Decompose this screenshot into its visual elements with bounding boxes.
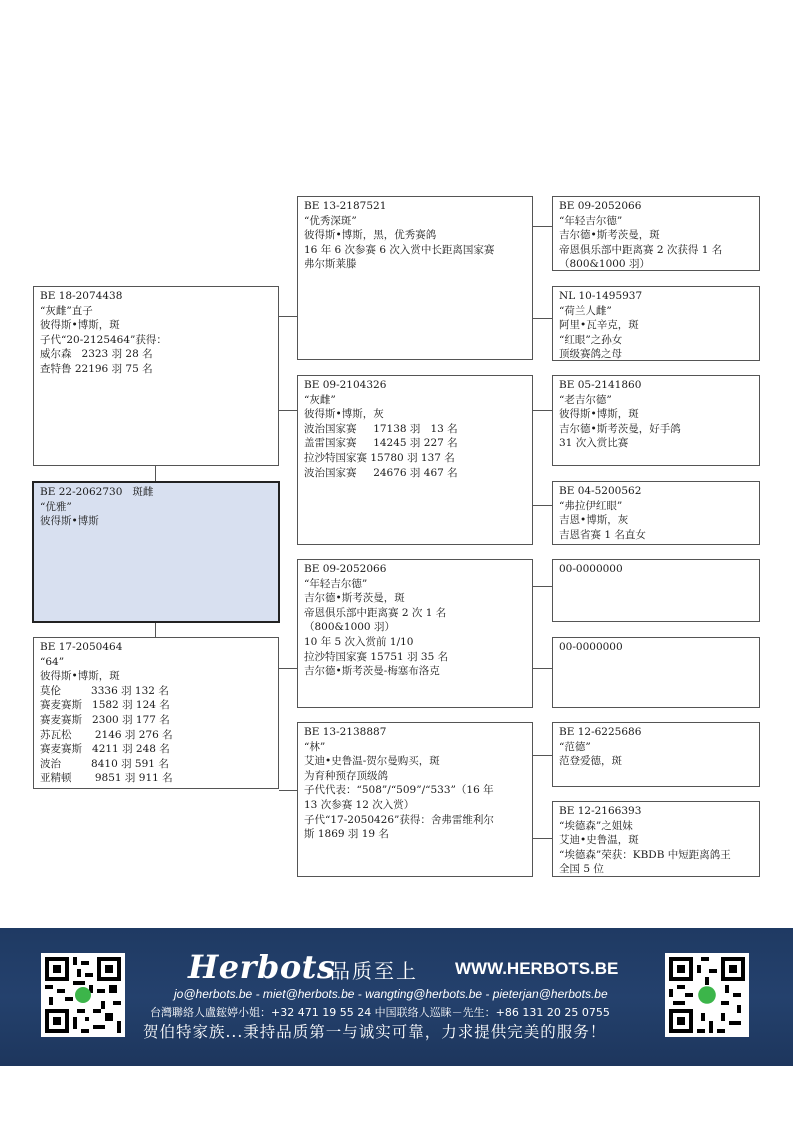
pedigree-line: 波治国家赛 17138 羽 13 名 <box>304 422 458 435</box>
connector <box>279 668 297 669</box>
slogan: 品质至上 <box>330 959 418 983</box>
sire-box <box>33 286 279 466</box>
qr-code-left[interactable] <box>41 953 125 1037</box>
pedigree-line: 彼得斯•博斯，斑 <box>40 319 120 332</box>
pedigree-line: （800&1000 羽） <box>304 621 395 634</box>
pedigree-line: NL 10-1495937 <box>559 290 643 302</box>
pedigree-line: 盖雷国家赛 14245 羽 227 名 <box>304 437 458 450</box>
sds-box <box>552 375 760 466</box>
qr-code-right[interactable] <box>665 953 749 1037</box>
pedigree-line: “灰雌” <box>304 393 336 406</box>
pedigree-line: 彼得斯•博斯，斑 <box>40 670 120 683</box>
connector <box>533 410 552 411</box>
pedigree-line: BE 17-2050464 <box>40 641 123 653</box>
pedigree-line: 波治国家赛 24676 羽 467 名 <box>304 466 458 479</box>
pedigree-line: 彼得斯•博斯 <box>40 515 99 528</box>
pedigree-line: 弗尔斯莱滕 <box>304 258 357 271</box>
pedigree-line: 查特鲁 22196 羽 75 名 <box>40 362 153 375</box>
pedigree-line: 吉尔德•斯考茨曼，斑 <box>304 592 405 605</box>
pedigree-line: 帝恩俱乐部中距离赛 2 次 1 名 <box>304 606 447 619</box>
pedigree-line: 苏瓦松 2146 羽 276 名 <box>40 728 173 741</box>
pedigree-line: BE 09-2052066 <box>304 563 387 575</box>
connector <box>533 226 552 227</box>
pedigree-line: “老吉尔德” <box>559 393 612 406</box>
pedigree-line: 阿里•瓦辛克，斑 <box>559 319 639 332</box>
pedigree-line: 吉恩•博斯，灰 <box>559 514 629 527</box>
subject-box <box>32 481 280 623</box>
pedigree-line: “优雅” <box>40 500 72 513</box>
pedigree-line: “年轻吉尔德” <box>559 214 623 227</box>
pedigree-line: 00-0000000 <box>559 563 623 575</box>
pedigree-line: 子代“20-2125464”获得： <box>40 333 167 346</box>
pedigree-line: “荷兰人雌” <box>559 304 612 317</box>
pedigree-line: 彼得斯•博斯，灰 <box>304 408 384 421</box>
pedigree-line: 威尔森 2323 羽 28 名 <box>40 348 153 361</box>
pedigree-line: 00-0000000 <box>559 641 623 653</box>
sire-sire-box <box>297 196 533 360</box>
pedigree-line: 艾迪•史鲁温，斑 <box>559 834 639 847</box>
dsd-box <box>552 637 760 708</box>
pedigree-line: 彼得斯•博斯，斑 <box>559 408 639 421</box>
pedigree-line: 16 年 6 次参赛 6 次入赏中长距离国家赛 <box>304 243 495 256</box>
connector <box>533 505 552 506</box>
connector <box>279 316 297 317</box>
qr-code-icon <box>41 953 125 1037</box>
pedigree-line: 波治 8410 羽 591 名 <box>40 757 169 770</box>
connector <box>533 668 552 669</box>
dam-sire-box <box>297 559 533 708</box>
phone-contacts: 台灣聯絡人盧鋐婷小姐：+32 471 19 55 24 中国联络人巡睐－先生：+86 131 20 25 0755 <box>150 1006 610 1019</box>
connector <box>279 790 297 791</box>
pedigree-line: 吉恩省赛 1 名直女 <box>559 528 646 541</box>
pedigree-line: BE 09-2104326 <box>304 379 387 391</box>
pedigree-line: “范德” <box>559 740 591 753</box>
pedigree-line: BE 09-2052066 <box>559 200 642 212</box>
pedigree-line: BE 04-5200562 <box>559 485 642 497</box>
pedigree-line: 子代“17-2050426”获得：舍弗雷维利尔 <box>304 813 494 826</box>
connector <box>279 410 297 411</box>
pedigree-line: “弗拉伊红眼” <box>559 499 623 512</box>
dam-dam-box <box>297 722 533 877</box>
pedigree-line: “埃德森”荣获：KBDB 中短距离鸽王 <box>559 848 731 861</box>
pedigree-line: BE 05-2141860 <box>559 379 642 391</box>
connector <box>533 755 552 756</box>
pedigree-line: 10 年 5 次入赏前 1/10 <box>304 635 414 648</box>
pedigree-line: BE 13-2187521 <box>304 200 387 212</box>
motto: 贺伯特家族...秉持品质第一与诚实可靠，力求提供完美的服务！ <box>143 1023 607 1041</box>
pedigree-line: 吉尔德•斯考茨曼，斑 <box>559 229 660 242</box>
dds-box <box>552 722 760 787</box>
pedigree-line: 全国 5 位 <box>559 863 604 876</box>
pedigree-line: 范登爱德，斑 <box>559 755 622 768</box>
connector <box>533 586 552 587</box>
dam-box <box>33 637 279 789</box>
pedigree-line: 赛麦赛斯 4211 羽 248 名 <box>40 743 170 756</box>
wechat-qr-icon <box>665 953 749 1037</box>
pedigree-line: 为育种预存顶级鸽 <box>304 769 388 782</box>
sdd-box <box>552 481 760 545</box>
sire-dam-box <box>297 375 533 545</box>
pedigree-line: “埃德森”之姐妹 <box>559 819 633 832</box>
pedigree-line: BE 12-2166393 <box>559 805 642 817</box>
pedigree-line: “64” <box>40 655 65 668</box>
pedigree-line: 吉尔德•斯考茨曼-梅塞布洛克 <box>304 665 440 678</box>
pedigree-line: “林” <box>304 740 326 753</box>
pedigree-line: BE 18-2074438 <box>40 290 123 302</box>
ssd-box <box>552 286 760 361</box>
connector <box>533 318 552 319</box>
brand-logo: Herbots <box>188 948 336 986</box>
sss-box <box>552 196 760 271</box>
connector <box>533 838 552 839</box>
pedigree-line: 吉尔德•斯考茨曼，好手鸽 <box>559 422 681 435</box>
pedigree-line: 31 次入赏比赛 <box>559 437 629 450</box>
pedigree-line: （800&1000 羽） <box>559 258 650 271</box>
pedigree-line: 拉沙特国家赛 15751 羽 35 名 <box>304 650 449 663</box>
pedigree-line: “红眼”之孙女 <box>559 333 623 346</box>
pedigree-line: 艾迪•史鲁温-贺尔曼购买，斑 <box>304 755 440 768</box>
pedigree-line: 赛麦赛斯 1582 羽 124 名 <box>40 699 170 712</box>
pedigree-line: BE 12-6225686 <box>559 726 642 738</box>
pedigree-line: 亚精顿 9851 羽 911 名 <box>40 772 173 785</box>
pedigree-line: 子代代表：“508”/“509”/“533”（16 年 <box>304 784 494 797</box>
pedigree-line: 莫伦 3336 羽 132 名 <box>40 684 169 697</box>
dss-box <box>552 559 760 622</box>
email-contacts[interactable]: jo@herbots.be - miet@herbots.be - wangting@herbots.be - pieterjan@herbots.be <box>174 987 608 1001</box>
ddd-box <box>552 801 760 877</box>
pedigree-line: “优秀深斑” <box>304 214 357 227</box>
connector <box>155 622 156 638</box>
pedigree-line: 拉沙特国家赛 15780 羽 137 名 <box>304 451 455 464</box>
pedigree-line: 彼得斯•博斯，黑，优秀赛鸽 <box>304 229 437 242</box>
pedigree-line: 赛麦赛斯 2300 羽 177 名 <box>40 713 170 726</box>
pedigree-line: BE 22-2062730 斑雌 <box>40 486 154 498</box>
pedigree-line: 帝恩俱乐部中距离赛 2 次获得 1 名 <box>559 243 723 256</box>
pedigree-line: “年轻吉尔德” <box>304 577 368 590</box>
pedigree-line: 顶级赛鸽之母 <box>559 348 622 361</box>
pedigree-line: 13 次参赛 12 次入赏） <box>304 798 415 811</box>
pedigree-line: BE 13-2138887 <box>304 726 387 738</box>
pedigree-line: 斯 1869 羽 19 名 <box>304 828 389 841</box>
pedigree-line: “灰雌”直子 <box>40 304 93 317</box>
website-link[interactable]: WWW.HERBOTS.BE <box>455 959 619 978</box>
footer-banner <box>0 928 793 1066</box>
connector <box>155 466 156 482</box>
